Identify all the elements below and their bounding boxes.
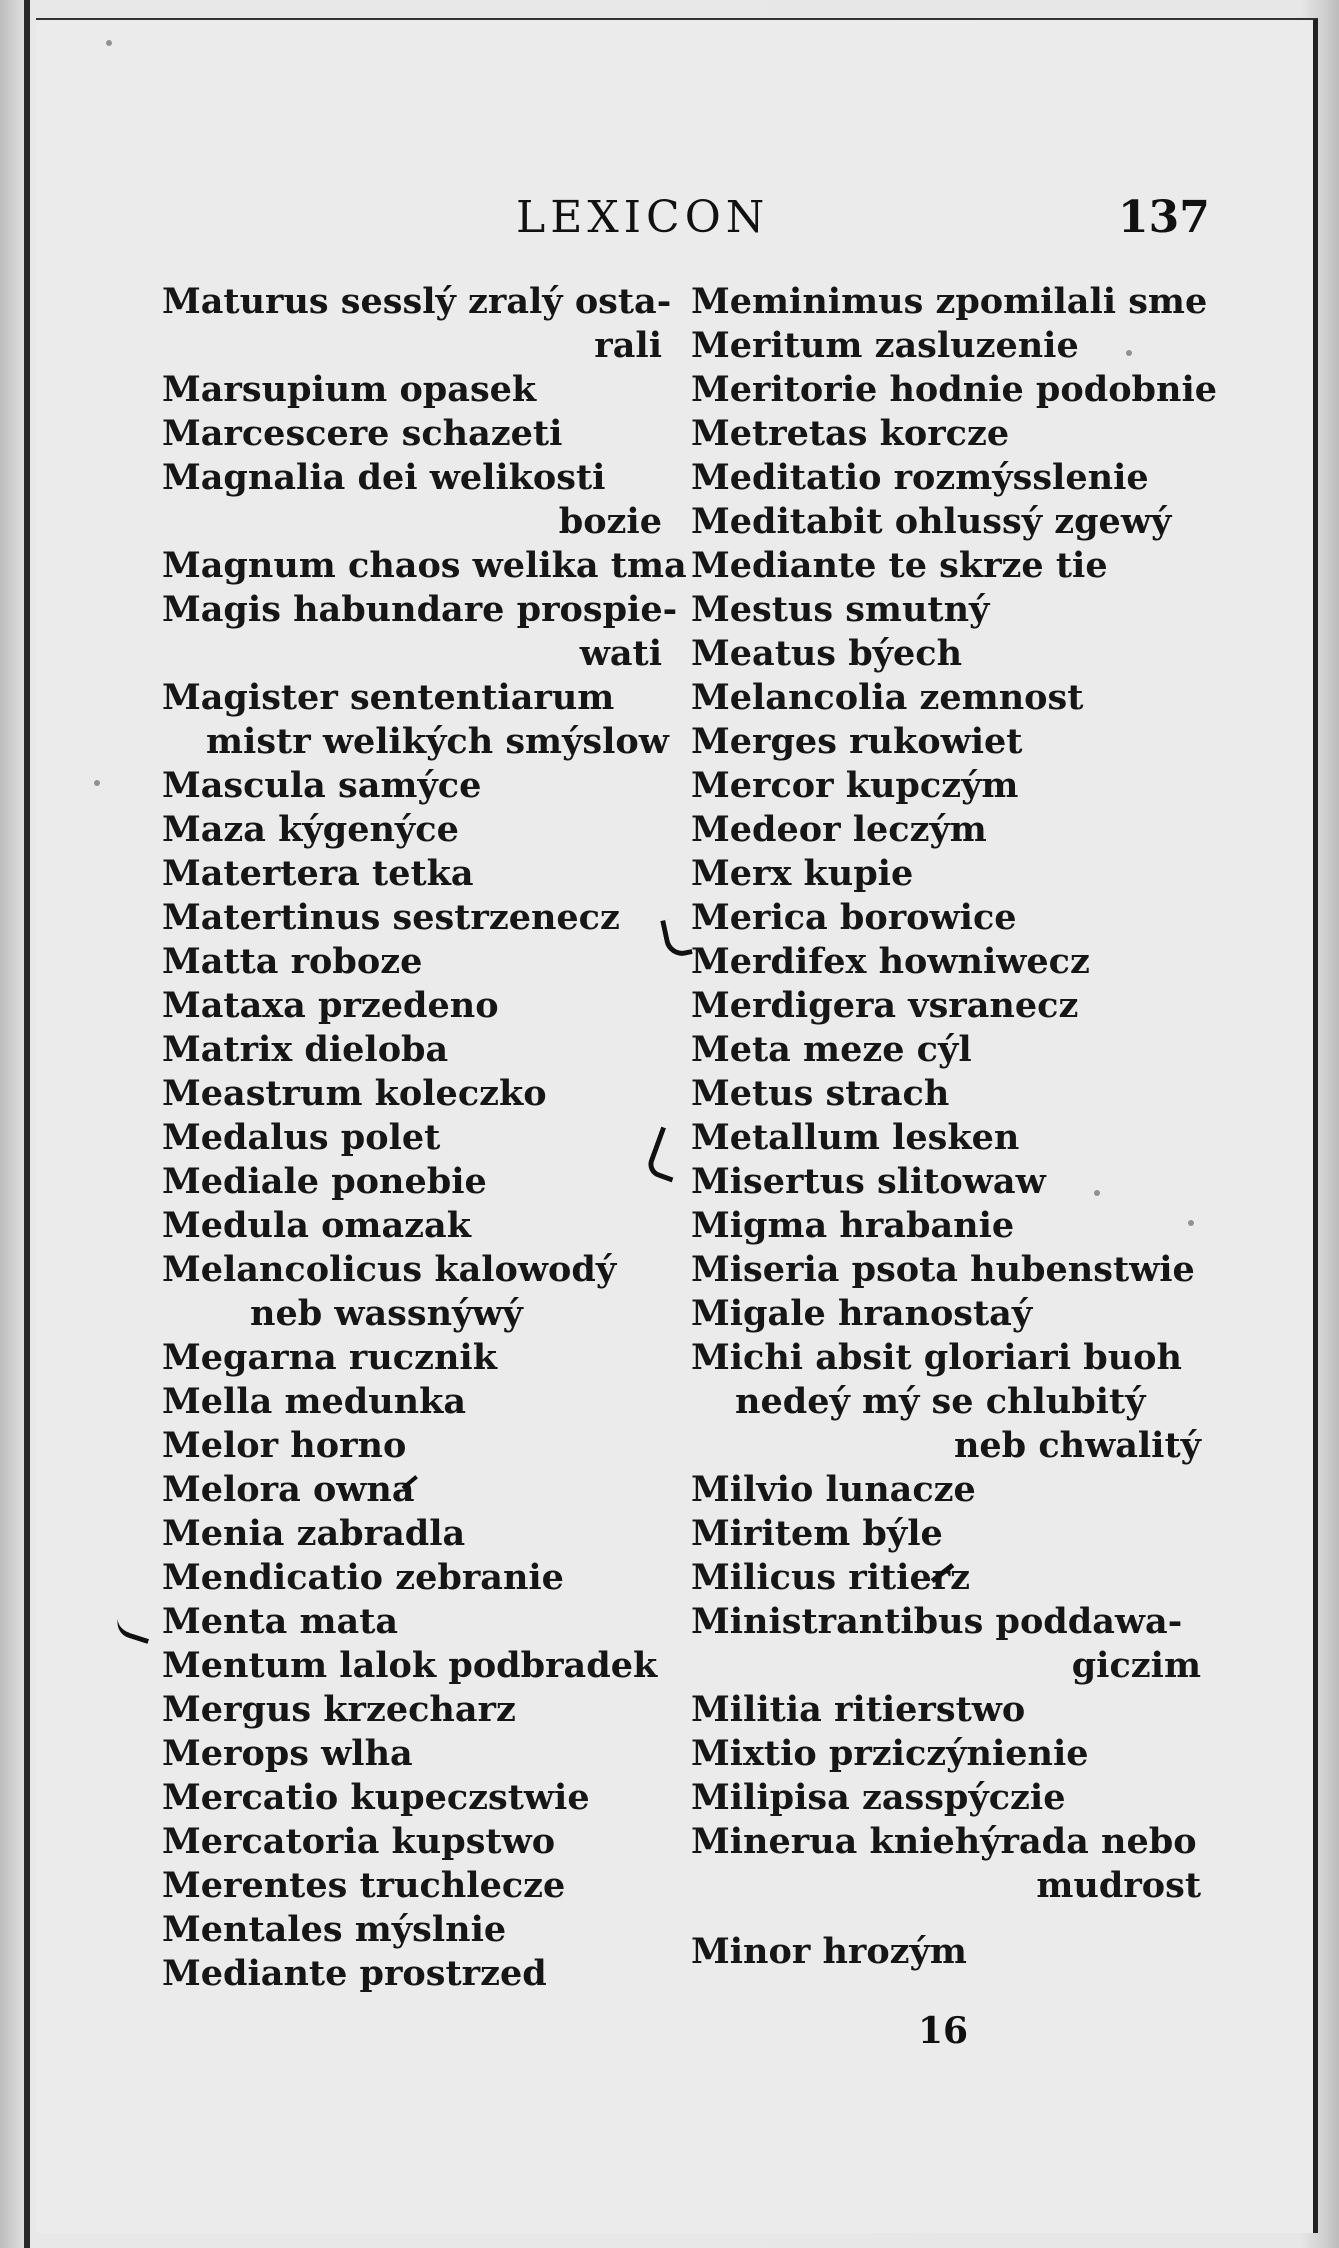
entry-continuation: giczim (1071, 1645, 1201, 1686)
entry-continuation: mistr welikých smýslow (206, 721, 669, 762)
paper-speck (106, 40, 112, 46)
lexicon-entry: Merdifex howniwecz (691, 941, 1090, 982)
lexicon-entry: Magnum chaos welika tma (162, 545, 687, 586)
lexicon-entry: Merentes truchlecze (162, 1865, 566, 1906)
lexicon-entry: Marcescere schazeti (162, 413, 563, 454)
lexicon-entry: Mediale ponebie (162, 1161, 487, 1202)
lexicon-entry: Milicus ritierz (691, 1557, 971, 1598)
lexicon-entry: Matertera tetka (162, 853, 474, 894)
lexicon-entry: Mergus krzecharz (162, 1689, 516, 1730)
entry-continuation: neb wassnýwý (250, 1293, 523, 1334)
lexicon-entry: Matertinus sestrzenecz (162, 897, 620, 938)
lexicon-entry: Magister sententiarum (162, 677, 615, 718)
lexicon-entry: Melancolicus kalowodý (162, 1249, 617, 1290)
book-page (36, 18, 1318, 2233)
lexicon-entry: Medalus polet (162, 1117, 441, 1158)
lexicon-entry: Mercatio kupeczstwie (162, 1777, 590, 1818)
paper-speck (1126, 350, 1132, 356)
entry-continuation: nedeý mý se chlubitý (735, 1381, 1146, 1422)
lexicon-entry: Metus strach (691, 1073, 950, 1114)
lexicon-entry: Metretas korcze (691, 413, 1010, 454)
lexicon-entry: Merica borowice (691, 897, 1017, 938)
lexicon-entry: Mercatoria kupstwo (162, 1821, 556, 1862)
lexicon-entry: Merdigera vsranecz (691, 985, 1079, 1026)
lexicon-entry: Meminimus zpomilali sme (691, 281, 1208, 322)
lexicon-entry: Megarna rucznik (162, 1337, 497, 1378)
lexicon-entry: Michi absit gloriari buoh (691, 1337, 1182, 1378)
paper-speck (1094, 1190, 1100, 1196)
lexicon-entry: Mella medunka (162, 1381, 467, 1422)
lexicon-entry: Ministrantibus poddawa- (691, 1601, 1183, 1642)
gathering-signature: 16 (918, 2010, 969, 2052)
previous-page-edge (24, 0, 30, 2248)
lexicon-entry: Medula omazak (162, 1205, 471, 1246)
lexicon-entry: Melora owna (162, 1469, 415, 1510)
lexicon-entry: Melancolia zemnost (691, 677, 1084, 718)
lexicon-entry: Meta meze cýl (691, 1029, 972, 1070)
lexicon-entry: Menta mata (162, 1601, 399, 1642)
handwritten-mark (113, 1611, 154, 1644)
lexicon-entry: Mediante prostrzed (162, 1953, 547, 1994)
lexicon-entry: Misertus slitowaw (691, 1161, 1046, 1202)
lexicon-entry: Miseria psota hubenstwie (691, 1249, 1195, 1290)
lexicon-entry: Meritorie hodnie podobnie (691, 369, 1218, 410)
lexicon-entry: Mentum lalok podbradek (162, 1645, 658, 1686)
lexicon-entry: Maza kýgenýce (162, 809, 459, 850)
lexicon-entry: Melor horno (162, 1425, 407, 1466)
lexicon-entry: Meritum zasluzenie (691, 325, 1079, 366)
left-column (162, 280, 687, 1996)
lexicon-entry: Magis habundare prospie- (162, 589, 678, 630)
lexicon-entry: Merges rukowiet (691, 721, 1023, 762)
lexicon-entry: Migale hranostaý (691, 1293, 1033, 1334)
lexicon-entry: Mascula samýce (162, 765, 482, 806)
lexicon-entry: Miritem býle (691, 1513, 943, 1554)
lexicon-entry: Milvio lunacze (691, 1469, 976, 1510)
lexicon-entry: Meatus býech (691, 633, 963, 674)
lexicon-entry: Mixtio prziczýnienie (691, 1733, 1089, 1774)
lexicon-entry: Mestus smutný (691, 589, 990, 630)
lexicon-entry: Magnalia dei welikosti (162, 457, 606, 498)
running-title: LEXICON (516, 192, 770, 243)
lexicon-entry: Minerua kniehýrada nebo (691, 1821, 1197, 1862)
lexicon-entry: Matrix dieloba (162, 1029, 449, 1070)
entry-continuation: neb chwalitý (953, 1425, 1201, 1466)
lexicon-entry: Mediante te skrze tie (691, 545, 1108, 586)
lexicon-entry: Meastrum koleczko (162, 1073, 547, 1114)
lexicon-entry: Marsupium opasek (162, 369, 537, 410)
lexicon-entry: Militia ritierstwo (691, 1689, 1026, 1730)
lexicon-entry: Mercor kupczým (691, 765, 1019, 806)
lexicon-entry: Matta roboze (162, 941, 423, 982)
lexicon-entry: Merops wlha (162, 1733, 413, 1774)
lexicon-entry: Metallum lesken (691, 1117, 1020, 1158)
lexicon-entry: Meditatio rozmýsslenie (691, 457, 1149, 498)
entry-continuation: rali (594, 325, 662, 366)
lexicon-entry: Maturus sesslý zralý osta- (162, 281, 672, 322)
lexicon-entry: Minor hrozým (691, 1931, 967, 1972)
page-number: 137 (1118, 192, 1210, 243)
entry-continuation: wati (579, 633, 662, 674)
lexicon-entry: Meditabit ohlussý zgewý (691, 501, 1172, 542)
lexicon-entry: Migma hrabanie (691, 1205, 1015, 1246)
entry-continuation: mudrost (1036, 1865, 1201, 1906)
entry-continuation: bozie (558, 501, 662, 542)
lexicon-entry: Merx kupie (691, 853, 914, 894)
lexicon-entry: Milipisa zasspýczie (691, 1777, 1066, 1818)
right-column (691, 280, 1218, 1974)
lexicon-entry: Menia zabradla (162, 1513, 466, 1554)
lexicon-entry: Mataxa przedeno (162, 985, 499, 1026)
paper-speck (1188, 1220, 1194, 1226)
lexicon-entry: Medeor leczým (691, 809, 987, 850)
lexicon-entry: Mentales mýslnie (162, 1909, 507, 1950)
paper-speck (94, 780, 100, 786)
handwritten-mark (660, 916, 693, 959)
lexicon-entry: Mendicatio zebranie (162, 1557, 564, 1598)
